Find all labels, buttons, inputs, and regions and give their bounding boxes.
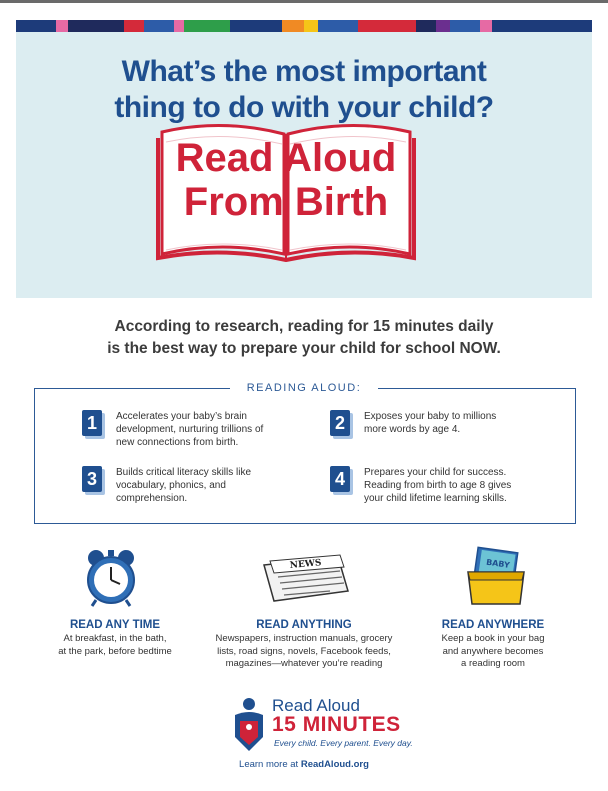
feature-line: magazines—whatever you’re reading: [225, 658, 383, 669]
feature-line: Keep a book in your bag: [441, 633, 545, 644]
book-in-bag-icon: [464, 546, 528, 608]
feature-line: Newspapers, instruction manuals, grocery: [215, 633, 393, 644]
headline-line-1: What’s the most important: [121, 55, 487, 88]
book-cover-label: BABY: [485, 557, 511, 570]
learn-more-prefix: Learn more at: [239, 759, 301, 770]
top-rule: [0, 0, 608, 3]
number-badge: 2: [330, 410, 350, 436]
feature-line: and anywhere becomes: [442, 645, 544, 657]
feature-line: At breakfast, in the bath,: [63, 633, 167, 644]
benefit-text: Accelerates your baby’s brain development, nurturing trillions of new connections from birth.: [116, 411, 264, 448]
benefit-text: Exposes your baby to millions more words by age 4.: [364, 411, 497, 435]
feature-text-any-time: [40, 633, 190, 658]
learn-more: [0, 759, 608, 771]
benefit-text: Builds critical literacy skills like vocabulary, phonics, and comprehension.: [116, 467, 252, 504]
logo-15-minutes: 15 MINUTES: [272, 713, 401, 736]
feature-title-anywhere: READ ANYWHERE: [441, 619, 545, 631]
benefit-item: [82, 466, 266, 505]
logo-tagline: Every child. Every parent. Every day.: [274, 738, 413, 748]
logo-read-aloud: Read Aloud: [272, 696, 360, 715]
feature-line: lists, road signs, novels, Facebook feeds,: [217, 645, 391, 657]
feature-title-anything: READ ANYTHING: [256, 619, 352, 631]
newspaper-headline: NEWS: [289, 558, 322, 571]
feature-text-anything: [204, 633, 404, 671]
color-strip: [16, 20, 592, 32]
feature-line: at the park, before bedtime: [58, 645, 172, 657]
number-badge: 1: [82, 410, 102, 436]
benefit-text: Prepares your child for success. Reading from birth to age 8 gives your child lifetime learning skills.: [364, 467, 512, 504]
feature-line: a reading room: [461, 658, 525, 669]
number-badge: 4: [330, 466, 350, 492]
reading-aloud-label: READING ALOUD:: [230, 381, 378, 395]
benefit-item: [330, 466, 524, 505]
website-link[interactable]: ReadAloud.org: [300, 759, 369, 770]
number-badge: 3: [82, 466, 102, 492]
research-line-2: is the best way to prepare your child for school NOW.: [107, 340, 501, 357]
book-title-line-2: From Birth: [183, 180, 389, 224]
research-statement: [0, 316, 608, 360]
headline-line-2: thing to do with your child?: [114, 91, 494, 124]
newspaper-icon: [260, 553, 352, 603]
book-title-line-1: Read Aloud: [175, 136, 397, 180]
feature-text-anywhere: [418, 633, 568, 671]
benefit-item: [82, 410, 284, 449]
read-aloud-logo-icon: [231, 697, 267, 753]
benefit-item: [330, 410, 514, 436]
alarm-clock-icon: [84, 548, 138, 608]
feature-title-any-time: READ ANY TIME: [69, 619, 161, 631]
book-title: [156, 136, 416, 224]
research-line-1: According to research, reading for 15 minutes daily: [114, 318, 494, 335]
